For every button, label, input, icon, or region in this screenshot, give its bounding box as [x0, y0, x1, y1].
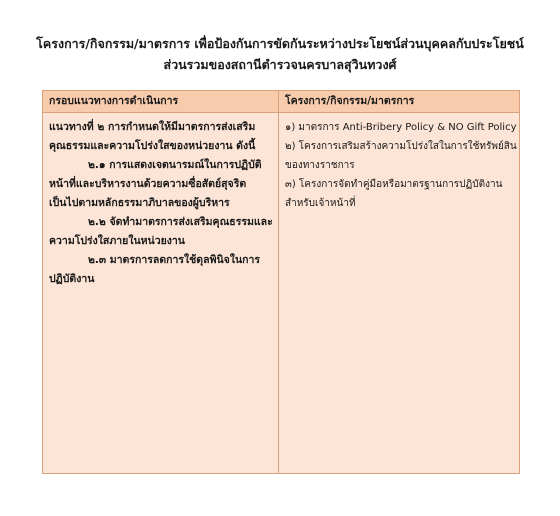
project-line: ของทางราชการ	[285, 160, 355, 171]
column-divider	[278, 91, 279, 473]
document-title-line-2: ส่วนรวมของสถานีตำรวจนครบาลสุวินทวงศ์	[163, 57, 397, 72]
guideline-line: ๒.๓ มาตรการลดการใช้ดุลพินิจในการ	[88, 254, 261, 266]
project-line: ๑) มาตรการ Anti-Bribery Policy & NO Gift Policy	[285, 122, 517, 133]
header-projects-measures: โครงการ/กิจกรรม/มาตรการ	[285, 95, 415, 107]
guideline-line: ๒.๒ จัดทำมาตรการส่งเสริมคุณธรรมและ	[88, 216, 273, 228]
guideline-line: ปฏิบัติงาน	[49, 273, 95, 285]
document-title-line-1: โครงการ/กิจกรรม/มาตรการ เพื่อป้องกันการขัดกันระหว่างประโยชน์ส่วนบุคคลกับประโยชน์	[36, 36, 524, 51]
guideline-line: แนวทางที่ ๒ การกำหนดให้มีมาตรการส่งเสริม	[49, 121, 256, 133]
table-header-row	[43, 91, 519, 113]
projects-cell	[285, 118, 517, 213]
project-line: สำหรับเจ้าหน้าที่	[285, 198, 356, 209]
guideline-line: เป็นไปตามหลักธรรมาภิบาลของผู้บริหาร	[49, 197, 230, 209]
guideline-line: คุณธรรมและความโปร่งใสของหน่วยงาน ดังนี้	[49, 140, 256, 152]
header-guideline-framework: กรอบแนวทางการดำเนินการ	[49, 95, 179, 107]
guideline-cell	[49, 118, 275, 289]
project-line: ๓) โครงการจัดทำคู่มือหรือมาตรฐานการปฏิบัติงาน	[285, 179, 503, 190]
project-line: ๒) โครงการเสริมสร้างความโปร่งใสในการใช้ทรัพย์สิน	[285, 141, 517, 152]
measures-table	[42, 90, 520, 474]
guideline-line: ๒.๑ การแสดงเจตนารมณ์ในการปฏิบัติ	[88, 159, 262, 171]
guideline-line: ความโปร่งใสภายในหน่วยงาน	[49, 235, 185, 247]
guideline-line: หน้าที่และบริหารงานด้วยความซื่อสัตย์สุจริต	[49, 178, 247, 190]
